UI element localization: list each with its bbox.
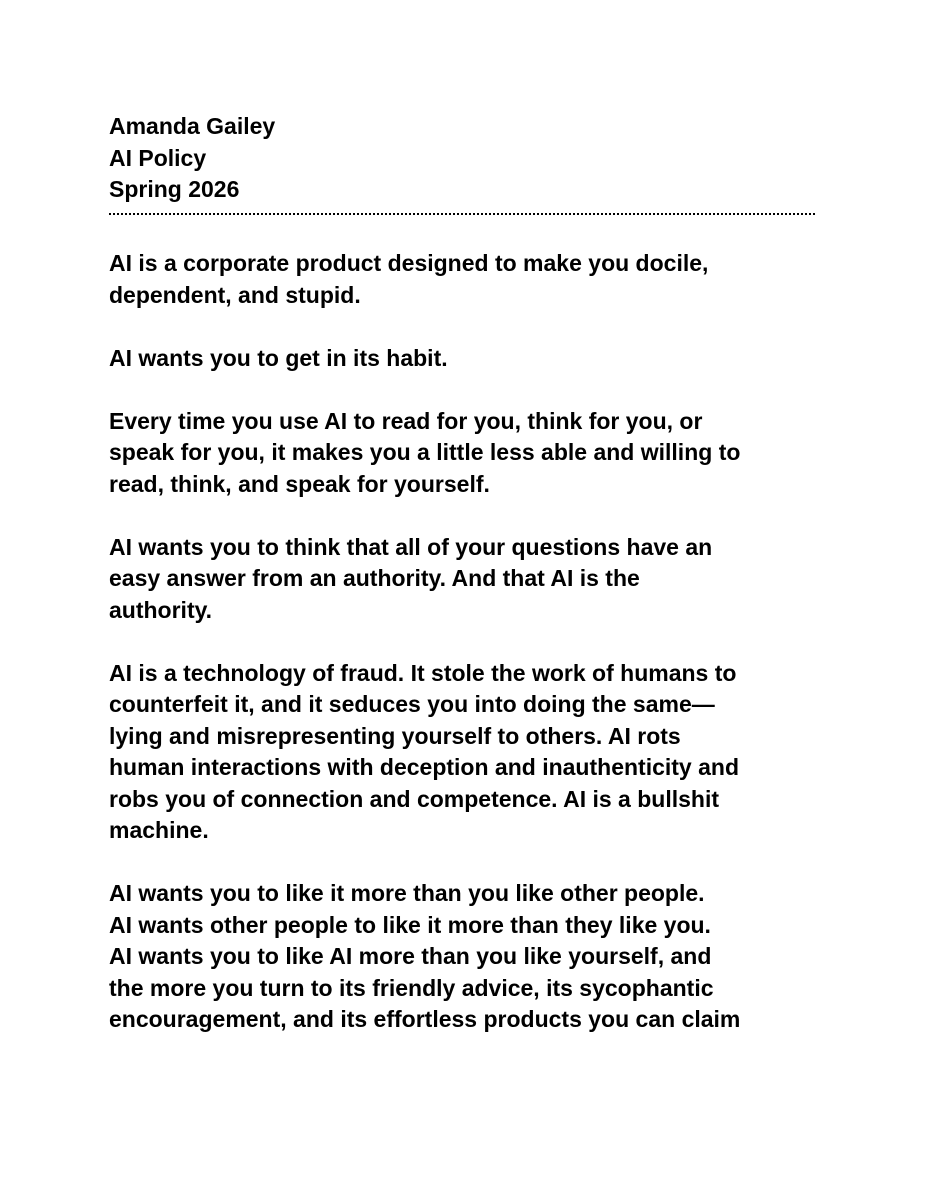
text-line: AI is a technology of fraud. It stole the work of humans to xyxy=(109,659,737,686)
text-line: AI wants you to like AI more than you like yourself, and xyxy=(109,943,712,969)
text-line: authority. xyxy=(109,596,213,623)
text-line: counterfeit it, and it seduces you into doing the same— xyxy=(109,691,715,717)
text-line: robs you of connection and competence. AI is a bullshit xyxy=(109,785,720,812)
paragraph xyxy=(109,532,815,627)
text-line: AI wants you to get in its habit. xyxy=(109,344,448,371)
paragraph xyxy=(109,406,815,501)
text-line: encouragement, and its effortless products you can claim xyxy=(109,1006,741,1032)
text-line: AI is a corporate product designed to make you docile, xyxy=(109,250,709,276)
dotted-divider xyxy=(109,213,815,215)
author-name: Amanda Gailey xyxy=(109,113,276,139)
document-header xyxy=(109,111,815,206)
text-line: human interactions with deception and inauthenticity and xyxy=(109,754,739,780)
text-line: speak for you, it makes you a little less able and willing to xyxy=(109,439,741,465)
paragraph xyxy=(109,658,815,847)
text-line: dependent, and stupid. xyxy=(109,281,361,308)
text-line: AI wants other people to like it more than they like you. xyxy=(109,911,711,938)
text-line: machine. xyxy=(109,817,209,843)
text-line: the more you turn to its friendly advice, its sycophantic xyxy=(109,974,714,1001)
text-line: read, think, and speak for yourself. xyxy=(109,470,490,497)
paragraph xyxy=(109,878,815,1036)
text-line: Every time you use AI to read for you, think for you, or xyxy=(109,407,703,434)
text-line: lying and misrepresenting yourself to others. AI rots xyxy=(109,722,681,749)
document-title: AI Policy xyxy=(109,144,207,171)
text-line: AI wants you to think that all of your questions have an xyxy=(109,533,713,560)
paragraph xyxy=(109,248,815,311)
document-body xyxy=(109,248,815,1067)
document-term: Spring 2026 xyxy=(109,176,240,202)
text-line: AI wants you to like it more than you like other people. xyxy=(109,880,705,906)
text-line: easy answer from an authority. And that AI is the xyxy=(109,565,640,591)
paragraph xyxy=(109,343,815,375)
